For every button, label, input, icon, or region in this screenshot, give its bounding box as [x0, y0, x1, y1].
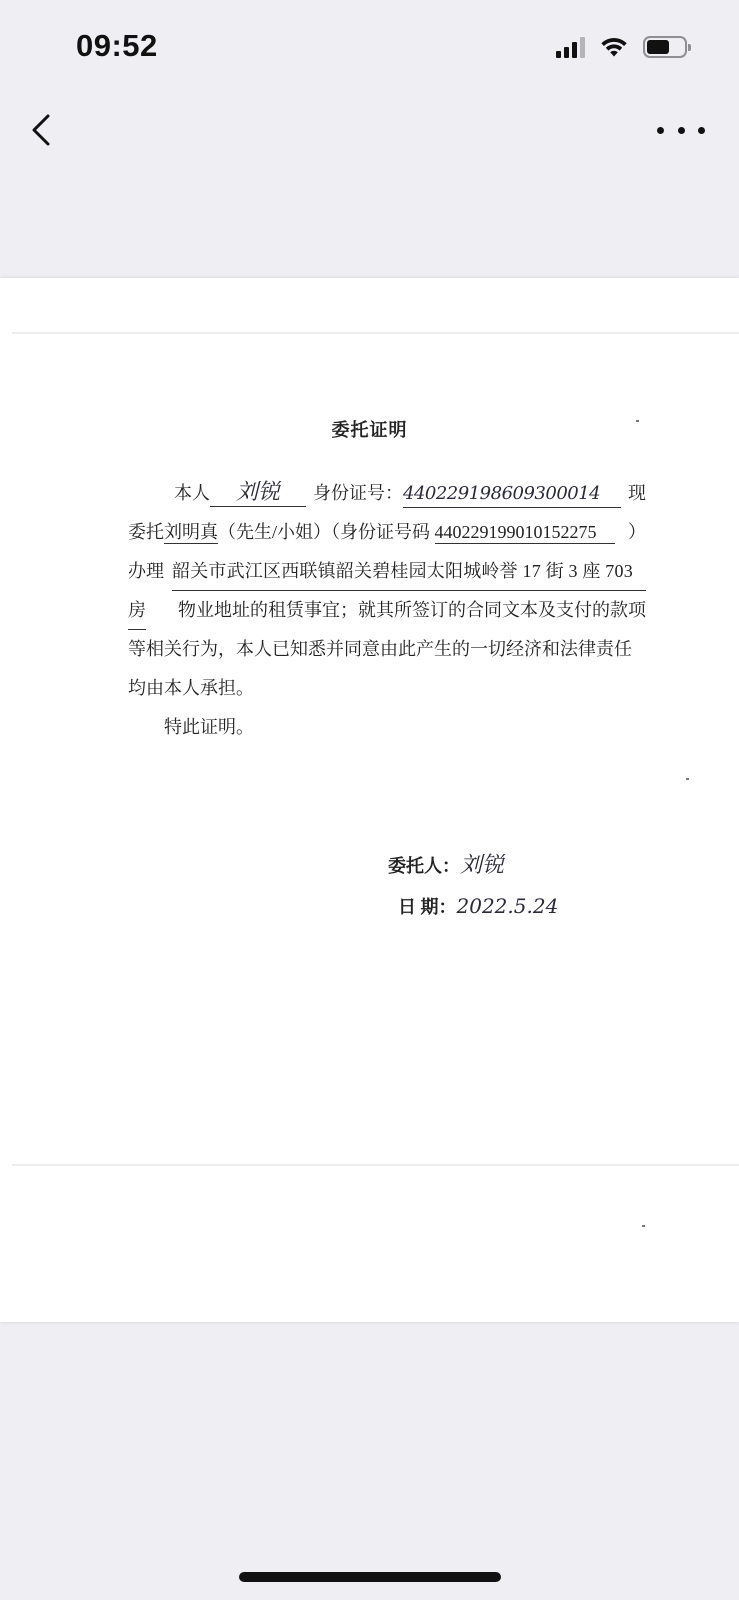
date-label: 日 期：: [398, 897, 457, 917]
more-button[interactable]: [657, 118, 705, 142]
agent-suffix: ）: [628, 522, 646, 542]
signatory-row: [388, 846, 558, 886]
document-body: [128, 474, 646, 747]
cellular-signal-icon: [556, 36, 585, 58]
battery-fill: [647, 40, 669, 54]
agent-id: 440229199010152275: [435, 522, 615, 544]
more-horizontal-icon-dot: [698, 127, 705, 134]
body-line: [128, 552, 646, 591]
back-button[interactable]: [22, 108, 62, 152]
status-icons: [556, 36, 687, 58]
body-text: 等相关行为，本人已知悉并同意由此产生的一切经济和法律责任: [128, 639, 632, 659]
body-line: [128, 474, 646, 513]
status-time: 09:52: [76, 28, 158, 63]
body-line: [128, 591, 646, 630]
signatory-signature: 刘锐: [460, 853, 505, 878]
property-address-end: 房: [128, 591, 146, 630]
scan-speck: [642, 1225, 645, 1227]
body-text: 物业地址的租赁事宜；就其所签订的合同文本及支付的款项: [178, 600, 646, 620]
home-indicator[interactable]: [239, 1572, 501, 1582]
line1-suffix: 现: [628, 483, 646, 503]
more-horizontal-icon-dot: [678, 127, 685, 134]
signature-block: [388, 846, 558, 927]
agent-mid: （先生/小姐）（身份证号码: [218, 522, 430, 542]
closing-text: 特此证明。: [164, 717, 254, 737]
body-line: [128, 630, 646, 669]
principal-signature: 刘锐: [210, 480, 306, 507]
body-line: [128, 513, 646, 552]
signatory-label: 委托人：: [388, 856, 460, 876]
chevron-left-icon: [22, 108, 62, 152]
wifi-icon: [599, 36, 629, 58]
body-text: 均由本人承担。: [128, 678, 254, 698]
scan-edge-line: [12, 332, 739, 334]
date-row: [388, 886, 558, 927]
agent-name: 刘明真: [164, 522, 218, 542]
line2-left: [128, 513, 615, 552]
principal-prefix: 本人: [174, 483, 210, 503]
id-label: 身份证号：: [313, 483, 403, 503]
document-image[interactable]: [0, 278, 739, 1322]
document-title: 委托证明: [331, 420, 408, 440]
body-line: [128, 708, 646, 747]
line1-left: [128, 474, 306, 513]
agent-prefix: 委托: [128, 522, 164, 542]
property-address: 韶关市武江区西联镇韶关碧桂园太阳城岭誉 17 街 3 座 703: [172, 552, 646, 591]
principal-id: 440229198609300014: [403, 481, 621, 508]
scan-speck: [686, 778, 689, 780]
battery-icon: [643, 36, 687, 58]
body-line: [128, 669, 646, 708]
date-value: 2022.5.24: [456, 894, 559, 918]
more-horizontal-icon-dot: [657, 127, 664, 134]
handle-prefix: 办理: [128, 561, 164, 581]
scan-edge-line: [12, 1164, 739, 1166]
line1-mid: [313, 474, 621, 513]
